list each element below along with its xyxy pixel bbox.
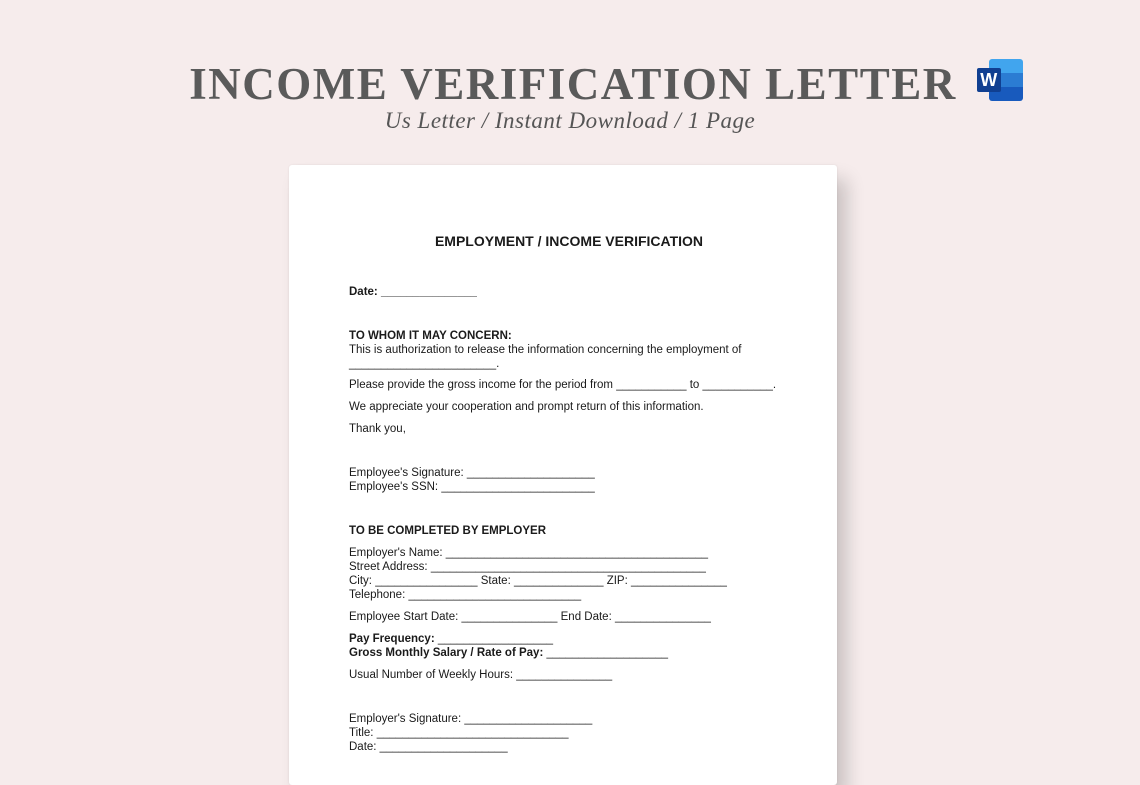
- start-end-date-field: Employee Start Date: _______________ End Date: _______________: [349, 611, 711, 623]
- gross-salary-label: Gross Monthly Salary / Rate of Pay:: [349, 647, 544, 659]
- employer-title-field: Title: ______________________________: [349, 727, 569, 739]
- banner-subtitle: Us Letter / Instant Download / 1 Page: [384, 108, 756, 133]
- word-icon: [977, 58, 1023, 102]
- word-icon-letter: W: [977, 68, 1001, 92]
- banner-header: [0, 58, 1140, 110]
- gross-salary-blank: ___________________: [546, 647, 669, 659]
- thank-you: Thank you,: [349, 423, 406, 435]
- gross-salary-field: [349, 646, 668, 660]
- document-title: EMPLOYMENT / INCOME VERIFICATION: [434, 233, 704, 249]
- pay-frequency-label: Pay Frequency:: [349, 633, 435, 645]
- employer-name-field: Employer's Name: _________________________________________: [349, 547, 709, 559]
- pay-frequency-field: [349, 632, 553, 646]
- gross-income-request: Please provide the gross income for the period from ___________ to ___________.: [349, 379, 777, 391]
- date-field: Date: _______________: [349, 286, 477, 298]
- employee-ssn-field: Employee's SSN: ________________________: [349, 481, 595, 493]
- banner-title: INCOME VERIFICATION LETTER: [189, 59, 957, 109]
- employer-signature-field: Employer's Signature: ____________________: [349, 713, 593, 725]
- employee-signature-field: Employee's Signature: ____________________: [349, 467, 595, 479]
- employee-name-blank: _______________________.: [349, 358, 500, 370]
- city-state-zip-field: City: ________________ State: ______________ ZIP: _______________: [349, 575, 727, 587]
- employer-date-field: Date: ____________________: [349, 741, 508, 753]
- telephone-field: Telephone: ___________________________: [349, 589, 582, 601]
- appreciation-text: We appreciate your cooperation and prompt return of this information.: [349, 401, 704, 413]
- authorization-text: This is authorization to release the information concerning the employment of: [349, 344, 742, 356]
- street-address-field: Street Address: ___________________________________________: [349, 561, 706, 573]
- salutation: TO WHOM IT MAY CONCERN:: [349, 330, 512, 342]
- document-page: [289, 165, 837, 785]
- weekly-hours-field: Usual Number of Weekly Hours: _______________: [349, 669, 613, 681]
- pay-frequency-blank: __________________: [437, 633, 553, 645]
- employer-section-heading: TO BE COMPLETED BY EMPLOYER: [349, 525, 547, 537]
